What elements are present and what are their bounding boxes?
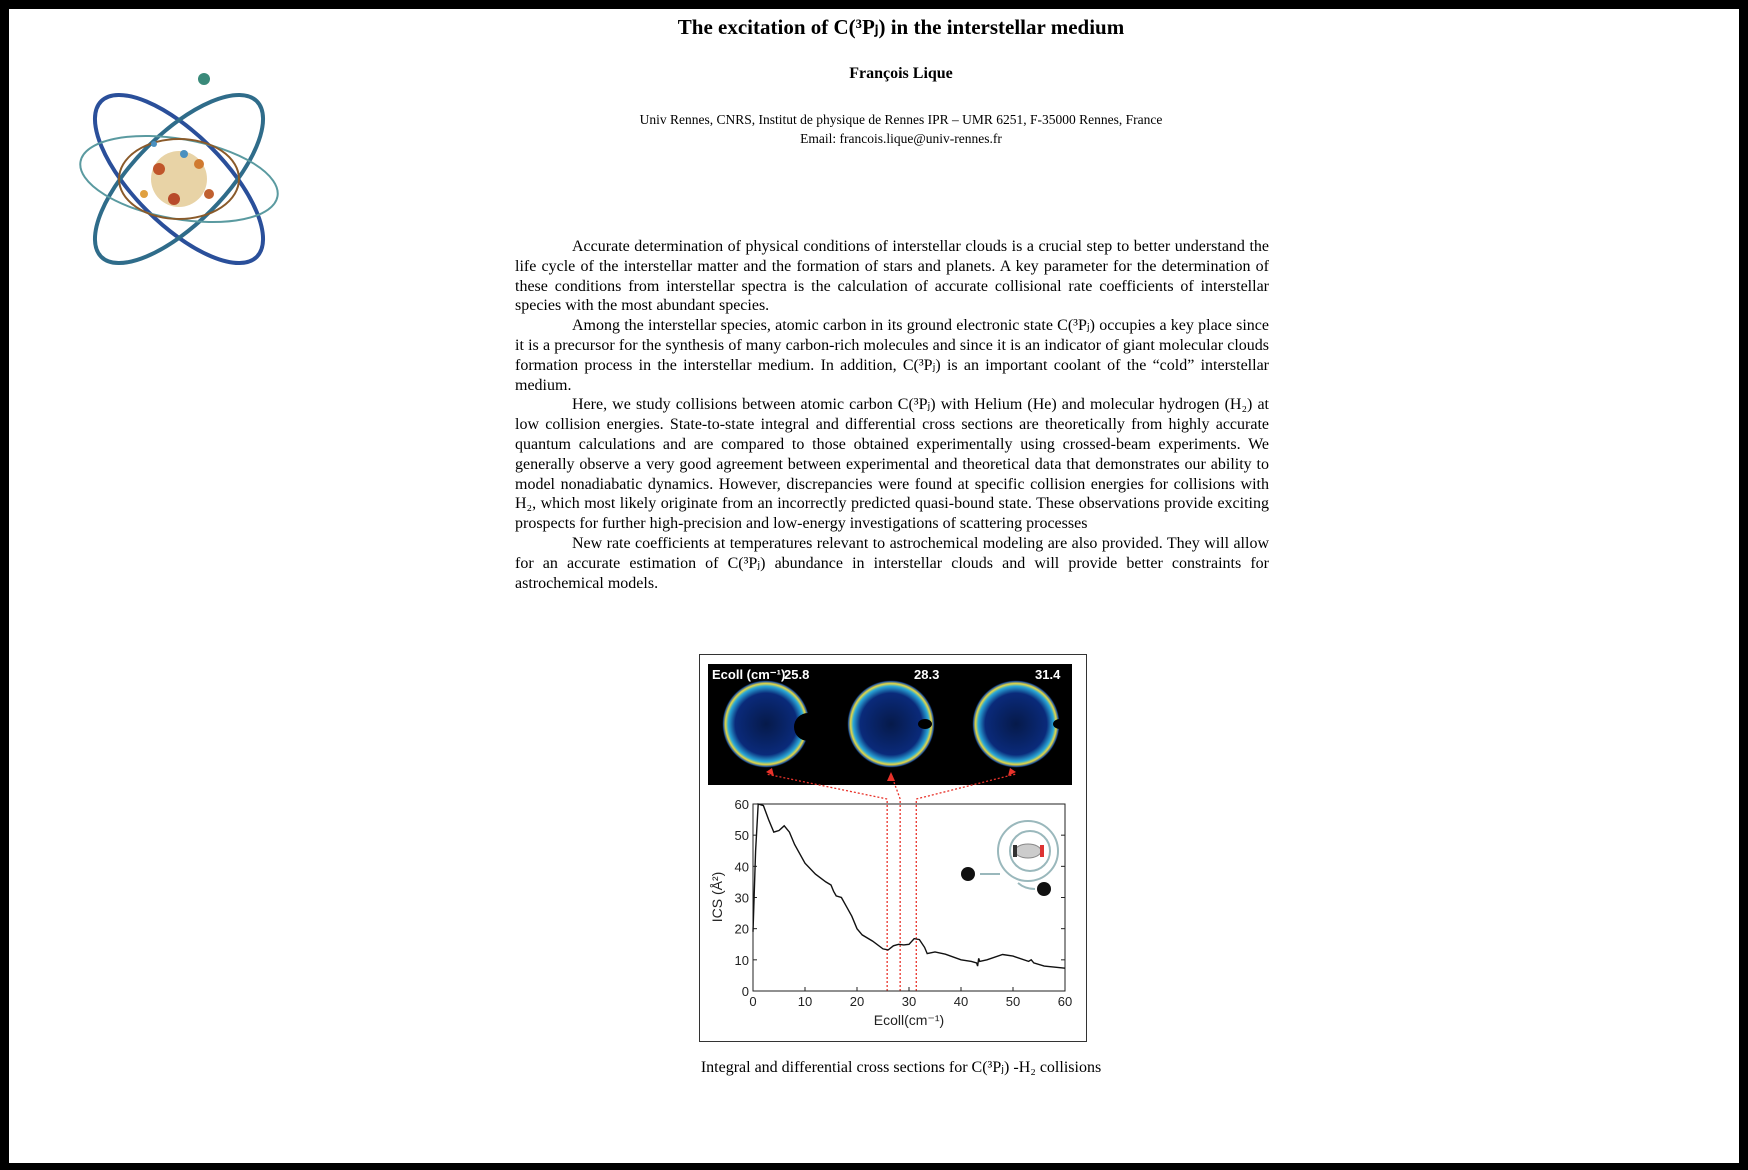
x-axis-label: Ecoll(cm⁻¹) <box>873 1012 945 1028</box>
affiliation <box>9 110 1748 148</box>
abstract-body <box>515 237 1269 593</box>
figure <box>699 654 1087 1042</box>
images-energy-label: Ecoll (cm⁻¹) <box>712 667 786 682</box>
y-tick-label: 10 <box>734 952 749 968</box>
ics-curve <box>753 804 1065 968</box>
image-energy-3: 31.4 <box>1035 667 1061 682</box>
x-tick-label: 20 <box>849 994 865 1009</box>
beam-stop-mask <box>918 719 932 729</box>
x-tick-label: 50 <box>1005 994 1021 1009</box>
collision-inset-icon <box>961 821 1058 896</box>
y-tick-label: 40 <box>734 859 749 875</box>
x-tick-label: 0 <box>749 994 757 1009</box>
atom-logo-image <box>54 59 304 299</box>
y-tick-label: 20 <box>734 921 749 937</box>
x-tick-label: 40 <box>953 994 969 1009</box>
image-energy-1: 25.8 <box>784 667 810 682</box>
email-text: Email: francois.lique@univ-rennes.fr <box>800 131 1002 146</box>
beam-stop-mask <box>1053 719 1067 729</box>
x-tick-label: 10 <box>797 994 813 1009</box>
paper-title: The excitation of C(³Pⱼ) in the interstellar medium <box>677 15 1125 39</box>
figure-caption: Integral and differential cross sections for C(³Pⱼ) -H₂ collisions <box>700 1059 1102 1076</box>
document-page <box>9 9 1739 1163</box>
image-energy-2: 28.3 <box>914 667 940 682</box>
ddcs-image-3 <box>972 680 1060 768</box>
affiliation-text: Univ Rennes, CNRS, Institut de physique de Rennes IPR – UMR 6251, F-35000 Rennes, France <box>639 112 1163 127</box>
y-tick-label: 60 <box>734 797 749 812</box>
paragraph: Here, we study collisions between atomic carbon C(³Pⱼ) with Helium (He) and molecular hydrogen (H₂) at low collision energies. State-to-state integral and differential cross sections are theoretically from highly accurate quantum calculations and are compared to those obtained experimentally using crossed-beam experiments. We generally observe a very good agreement between experimental and theoretical data that demonstrates our ability to model nonadiabatic dynamics. However, discrepancies were found at specific collision energies for collisions with H₂, which most likely originate from an incorrectly predicted quasi-bound state. These observations provide exciting prospects for further high-precision and low-energy investigations of scattering processes <box>515 396 1269 533</box>
paragraph: New rate coefficients at temperatures relevant to astrochemical modeling are also provided. They will allow for an accurate estimation of C(³Pⱼ) abundance in interstellar clouds and will provide better constraints for astrochemical models. <box>515 534 1269 592</box>
paragraph: Accurate determination of physical conditions of interstellar clouds is a crucial step to better understand the life cycle of the interstellar matter and the formation of stars and planets. A key parameter for the determination of these conditions from interstellar spectra is the calculation of accurate collisional rate coefficients of interstellar species with the most abundant species. <box>515 238 1269 315</box>
author-name: François Lique <box>849 65 953 82</box>
y-tick-label: 50 <box>734 828 749 844</box>
x-tick-label: 30 <box>901 994 917 1009</box>
y-tick-label: 30 <box>734 890 749 906</box>
plot-frame <box>753 804 1065 991</box>
y-tick-label: 0 <box>741 984 749 999</box>
beam-stop-mask <box>794 713 822 741</box>
x-tick-label: 60 <box>1057 994 1073 1009</box>
paragraph: Among the interstellar species, atomic carbon in its ground electronic state C(³Pⱼ) occupies a key place since it is a precursor for the synthesis of many carbon-rich molecules and since it is an indicator of giant molecular clouds formation process in the interstellar medium. In addition, C(³Pⱼ) is an important coolant of the “cold” interstellar medium. <box>515 317 1269 394</box>
y-axis-label: ICS (Å²) <box>709 871 725 923</box>
